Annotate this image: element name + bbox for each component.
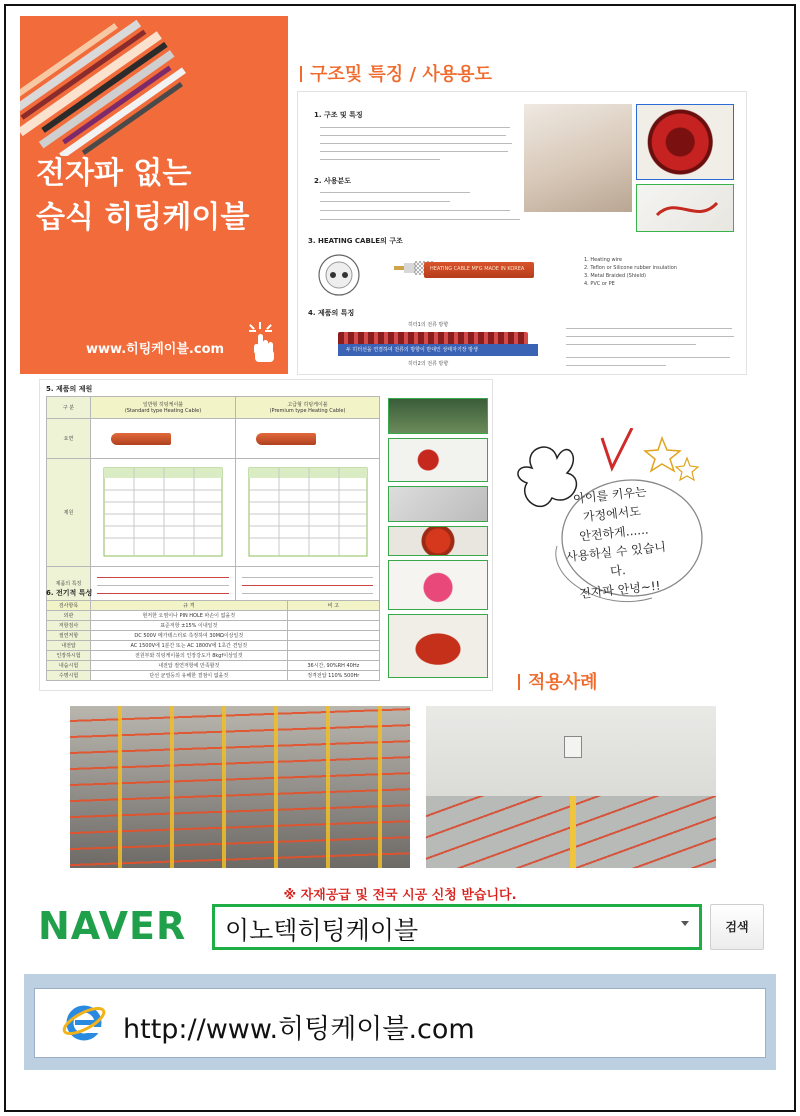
search-button[interactable]: 검색 xyxy=(710,904,764,950)
product-photo xyxy=(388,526,488,556)
address-url[interactable]: http://www.히팅케이블.com xyxy=(123,1014,475,1045)
subheading-electrical: 6. 전기적 특성 xyxy=(46,589,93,597)
electrical-table xyxy=(46,600,380,681)
search-input[interactable] xyxy=(212,904,702,950)
note-line: 아이를 키우는 xyxy=(572,484,648,507)
standard-spec-grid xyxy=(98,464,228,560)
cable-sample-photo xyxy=(636,184,734,232)
naver-logo: NAVER xyxy=(38,904,187,948)
banner-title-line2: 습식 히팅케이블 xyxy=(36,200,250,235)
row-spec-label: 제원 xyxy=(47,459,91,567)
legend-item: 3. Metal Braided (Shield) xyxy=(584,273,646,279)
elec-header: 비 고 xyxy=(287,601,379,611)
elec-cell xyxy=(287,631,379,641)
standard-spec-cell xyxy=(91,459,236,567)
family-room-photo xyxy=(524,104,632,212)
cable-cross-section-diagram xyxy=(316,252,362,298)
address-bar[interactable] xyxy=(34,988,766,1058)
spec-header-label: 구 분 xyxy=(47,397,91,419)
elec-cell: 내전압 절연저항에 만족할것 xyxy=(91,661,288,671)
elec-cell: AC 1500V에 1분간 또는 AC 1800V에 1초간 견딜것 xyxy=(91,641,288,651)
premium-section-cell xyxy=(236,419,380,459)
note-line: 가정에서도 xyxy=(582,504,642,525)
elec-header: 검사항목 xyxy=(47,601,91,611)
standard-section-cell xyxy=(91,419,236,459)
premium-label: 고급형 히팅케이블 xyxy=(287,402,328,408)
product-photo xyxy=(388,438,488,482)
current-flow-band xyxy=(338,344,538,356)
elec-cell: DC 500V 메가테스터로 측정하여 30MΩ이상일것 xyxy=(91,631,288,641)
spec-header-premium xyxy=(236,397,380,419)
row-section-label: 요면 xyxy=(47,419,91,459)
legend-item: 1. Heating wire xyxy=(584,257,623,263)
row-feature-label: 제품의 특징 xyxy=(47,567,91,601)
flow-top-label: 히터1의 전류 방향 xyxy=(408,322,449,328)
subheading-features: 4. 제품의 특징 xyxy=(308,309,355,317)
section-heading-cases: 적용사례 xyxy=(518,668,598,694)
handwritten-note xyxy=(554,481,675,606)
cable-image xyxy=(424,262,534,278)
premium-feature-cell xyxy=(236,567,380,601)
spec-brochure-panel xyxy=(40,380,492,690)
section-heading-structure: 구조및 특징 / 사용용도 xyxy=(300,60,492,86)
banner-url[interactable]: www.히팅케이블.com xyxy=(86,342,225,357)
elec-cell: 저항검사 xyxy=(47,621,91,631)
elec-cell: 수명시험 xyxy=(47,671,91,681)
flow-mid-label: 두 히터선을 연결하여 전류의 방향이 반대인 상태자기장 방생 xyxy=(346,347,478,353)
usage-text xyxy=(320,188,520,220)
promo-banner xyxy=(20,16,288,374)
elec-cell xyxy=(287,611,379,621)
structure-text xyxy=(320,122,516,160)
banner-title xyxy=(36,152,249,240)
cable-print-text: HEATING CABLE MFG MADE IN KOREA xyxy=(430,266,525,272)
note-line: 사용하실 수 있습니다. xyxy=(565,539,667,579)
premium-cable-image xyxy=(256,433,316,445)
stripes-decoration xyxy=(20,16,288,156)
spec-header-standard xyxy=(91,397,236,419)
elec-cell: 전원부와 히팅케이블의 인장강도가 8kgf이상일것 xyxy=(91,651,288,661)
elec-cell xyxy=(287,641,379,651)
hand-pointer-icon xyxy=(246,320,280,364)
thermostat-box xyxy=(564,736,582,758)
subheading-usage: 2. 사용분도 xyxy=(314,177,352,185)
spec-table xyxy=(46,396,380,601)
features-text xyxy=(566,324,736,366)
elec-cell: 36시간, 90%RH 40Hz xyxy=(287,661,379,671)
elec-cell: 내전압 xyxy=(47,641,91,651)
banner-title-line1: 전자파 없는 xyxy=(36,156,192,191)
elec-cell: 정격전압 110% 500Hr xyxy=(287,671,379,681)
elec-cell: 절연저항 xyxy=(47,631,91,641)
notice-text: ※ 자재공급 및 전국 시공 신청 받습니다. xyxy=(283,888,517,903)
cable-tape xyxy=(570,796,576,868)
premium-sub: (Premium type Heating Cable) xyxy=(269,408,346,414)
legend-item: 2. Teflon or Silicone rubber insulation xyxy=(584,265,677,271)
elec-cell: 표준저항 ±15% 이내일것 xyxy=(91,621,288,631)
cable-legend xyxy=(584,256,677,288)
note-line: 안전하게...... xyxy=(578,522,650,544)
note-line: 전자파 안녕~!! xyxy=(578,578,662,601)
product-photo xyxy=(388,560,488,610)
chevron-down-icon[interactable] xyxy=(681,921,689,926)
elec-cell: 인장하시험 xyxy=(47,651,91,661)
elec-cell xyxy=(287,621,379,631)
red-cable-coil-photo xyxy=(636,104,734,180)
installation-photo-room xyxy=(426,706,716,868)
subheading-cable-structure: 3. HEATING CABLE의 구조 xyxy=(308,237,403,245)
elec-header: 규 격 xyxy=(91,601,288,611)
elec-cell: 단선 균열등의 유해한 결점이 없을것 xyxy=(91,671,288,681)
internet-explorer-icon xyxy=(61,999,107,1045)
product-photo xyxy=(388,486,488,522)
product-photo xyxy=(388,398,488,434)
installation-photo-floor xyxy=(70,706,410,868)
subheading-spec: 5. 제품의 제원 xyxy=(46,385,93,393)
elec-cell: 외관 xyxy=(47,611,91,621)
legend-item: 4. PVC or PE xyxy=(584,281,615,287)
premium-spec-cell xyxy=(236,459,380,567)
elec-cell: 내습시험 xyxy=(47,661,91,671)
elec-cell xyxy=(287,651,379,661)
product-photo xyxy=(388,614,488,678)
premium-spec-grid xyxy=(243,464,373,560)
structure-brochure-panel xyxy=(298,92,746,374)
elec-cell: 현저한 오염이나 PIN HOLE 파손이 없을것 xyxy=(91,611,288,621)
subheading-structure: 1. 구조 및 특징 xyxy=(314,111,363,119)
standard-cable-image xyxy=(111,433,171,445)
standard-sub: (Standard type Heating Cable) xyxy=(124,408,202,414)
standard-feature-cell xyxy=(91,567,236,601)
standard-label: 일반형 히팅케이블 xyxy=(142,402,184,408)
flow-bottom-label: 히터2의 전류 방향 xyxy=(408,361,449,367)
search-query[interactable]: 이노텍히팅케이블 xyxy=(225,916,419,945)
